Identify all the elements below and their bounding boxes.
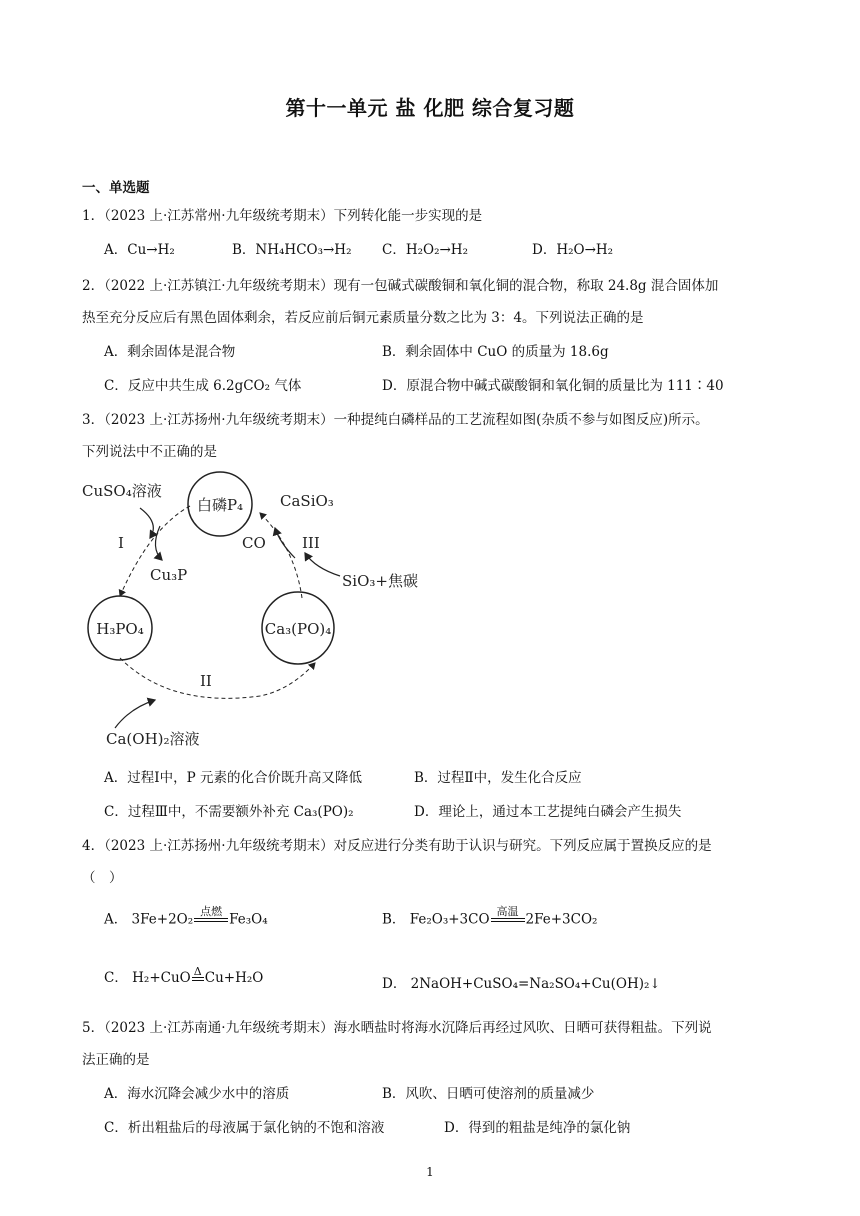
- label-ca3po4: Ca₃(PO)₄: [264, 620, 332, 638]
- arrow-cuso4-in: [140, 508, 153, 538]
- question-5-stem-line1: 5．（2023 上·江苏南通·九年级统考期末）海水晒盐时将海水沉降后再经过风吹、日晒可获得粗盐。下列说: [82, 1020, 712, 1036]
- q4-option-b-left: Fe₂O₃+3CO: [409, 911, 490, 928]
- q3-option-a[interactable]: A．过程Ⅰ中，P 元素的化合价既升高又降低: [104, 770, 362, 786]
- q1-option-b[interactable]: B．NH₄HCO₃→H₂: [232, 242, 352, 258]
- page-title: 第十一单元 盐 化肥 综合复习题: [285, 96, 575, 120]
- label-step-1: I: [118, 534, 124, 552]
- question-2-stem-line1: 2．（2022 上·江苏镇江·九年级统考期末）现有一包碱式碳酸铜和氧化铜的混合物，称取 24.8g 混合固体加: [82, 278, 719, 294]
- q3-option-d[interactable]: D．理论上，通过本工艺提纯白磷会产生损失: [414, 804, 682, 820]
- label-co: CO: [242, 534, 266, 552]
- q4-option-d[interactable]: [382, 972, 661, 992]
- label-caoh2: Ca(OH)₂溶液: [106, 730, 200, 748]
- q4-option-b-label: B．: [382, 911, 406, 928]
- q2-option-c[interactable]: C．反应中共生成 6.2gCO₂ 气体: [104, 378, 302, 394]
- question-3-stem-line2: 下列说法中不正确的是: [82, 444, 217, 460]
- q4-option-d-equation: 2NaOH+CuSO₄=Na₂SO₄+Cu(OH)₂↓: [410, 976, 661, 992]
- question-4-stem-line1: 4．（2023 上·江苏扬州·九年级统考期末）对反应进行分类有助于认识与研究。下列反应属于置换反应的是: [82, 838, 712, 854]
- q4-option-a-left: 3Fe+2O₂: [131, 911, 194, 928]
- q4-option-b-right: 2Fe+3CO₂: [525, 911, 598, 928]
- section-heading: 一、单选题: [82, 180, 150, 196]
- q3-option-c[interactable]: C．过程Ⅲ中，不需要额外补充 Ca₃(PO)₂: [104, 804, 354, 820]
- label-casio3: CaSiO₃: [280, 492, 334, 510]
- q4-option-a[interactable]: [104, 906, 268, 934]
- q4-option-d-label: D．: [382, 976, 407, 992]
- arrow-casio3-out: [275, 528, 295, 558]
- reaction-condition-sign: 点燃: [194, 906, 228, 934]
- q4-option-c-label: C．: [104, 970, 128, 986]
- q4-option-c-right: Cu+H₂O: [204, 970, 264, 986]
- q4-option-c[interactable]: [104, 966, 263, 991]
- q1-option-a[interactable]: A．Cu→H₂: [104, 242, 175, 258]
- q4-option-c-left: H₂+CuO: [132, 970, 191, 986]
- page-number: 1: [426, 1165, 434, 1179]
- q2-option-b[interactable]: B．剩余固体中 CuO 的质量为 18.6g: [382, 344, 609, 360]
- label-h3po4: H₃PO₄: [96, 620, 144, 638]
- white-phosphorus-process-diagram: [80, 468, 420, 756]
- q4-option-a-right: Fe₃O₄: [229, 911, 268, 928]
- arrow-process-3: [260, 513, 302, 598]
- q5-option-a[interactable]: A．海水沉降会减少水中的溶质: [104, 1086, 290, 1102]
- label-sio3: SiO₃+焦碳: [342, 572, 418, 590]
- question-3-stem-line1: 3．（2023 上·江苏扬州·九年级统考期末）一种提纯白磷样品的工艺流程如图(杂质不参与如图反应)所示。: [82, 412, 709, 428]
- q2-option-a[interactable]: A．剩余固体是混合物: [104, 344, 236, 360]
- q1-option-c[interactable]: C．H₂O₂→H₂: [382, 242, 468, 258]
- label-cuso4: CuSO₄溶液: [82, 482, 162, 500]
- label-step-3: III: [302, 534, 320, 552]
- question-1-stem: 1．（2023 上·江苏常州·九年级统考期末）下列转化能一步实现的是: [82, 208, 483, 224]
- q5-option-b[interactable]: B．风吹、日晒可使溶剂的质量减少: [382, 1086, 595, 1102]
- q1-option-d[interactable]: D．H₂O→H₂: [532, 242, 614, 258]
- question-5-stem-line2: 法正确的是: [82, 1052, 150, 1068]
- label-cu3p: Cu₃P: [150, 566, 188, 584]
- q2-option-d[interactable]: D．原混合物中碱式碳酸铜和氧化铜的质量比为 111∶40: [382, 378, 724, 394]
- question-4-stem-line2: （ ）: [82, 870, 123, 886]
- arrow-sio3-in: [305, 553, 340, 576]
- q5-option-d[interactable]: D．得到的粗盐是纯净的氯化钠: [444, 1120, 631, 1136]
- label-white-p4: 白磷P₄: [196, 496, 244, 514]
- arrow-process-2: [120, 658, 315, 698]
- heating-sign: Δ: [192, 967, 204, 991]
- label-step-2: II: [200, 672, 212, 690]
- arrow-caoh2-in: [115, 700, 155, 728]
- q4-option-a-label: A．: [104, 911, 128, 928]
- q5-option-c[interactable]: C．析出粗盐后的母液属于氯化钠的不饱和溶液: [104, 1120, 385, 1136]
- arrow-cu3p-out: [155, 526, 162, 560]
- q3-option-b[interactable]: B．过程Ⅱ中，发生化合反应: [414, 770, 582, 786]
- reaction-condition-sign: 高温: [491, 906, 525, 934]
- q4-option-b[interactable]: [382, 906, 597, 934]
- question-2-stem-line2: 热至充分反应后有黑色固体剩余，若反应前后铜元素质量分数之比为 3：4。下列说法正确的是: [82, 310, 644, 326]
